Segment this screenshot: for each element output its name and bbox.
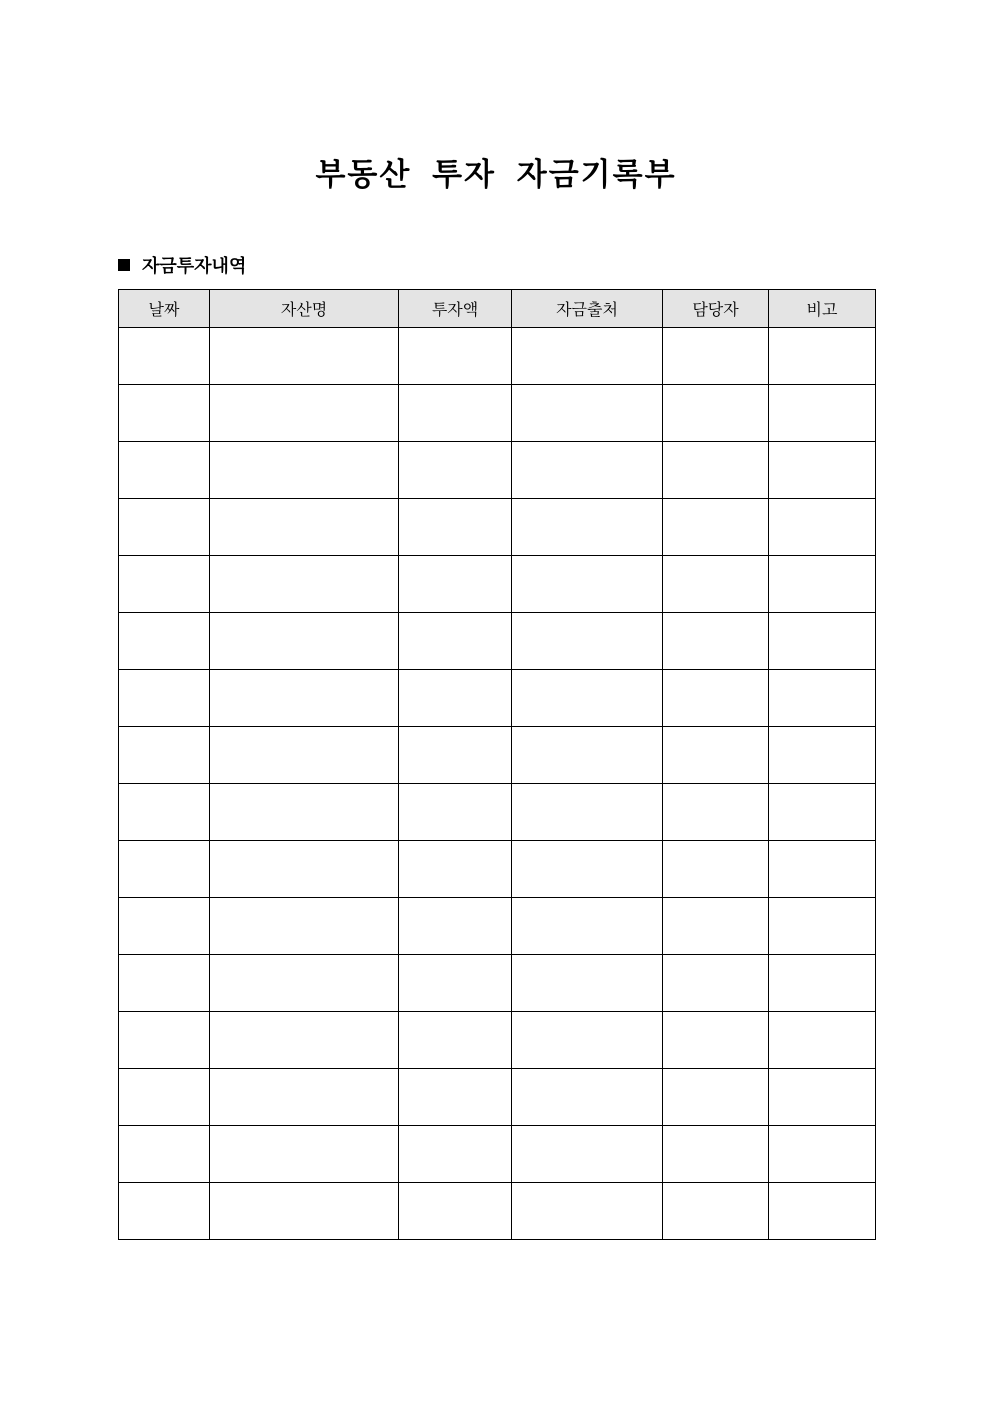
table-row: [119, 1069, 876, 1126]
table-row: [119, 670, 876, 727]
cell-fund-source[interactable]: [512, 1069, 663, 1126]
cell-manager[interactable]: [663, 328, 769, 385]
cell-date[interactable]: [119, 955, 210, 1012]
cell-amount[interactable]: [399, 841, 512, 898]
cell-note[interactable]: [769, 670, 876, 727]
table-row: [119, 1012, 876, 1069]
cell-amount[interactable]: [399, 1126, 512, 1183]
cell-manager[interactable]: [663, 784, 769, 841]
cell-manager[interactable]: [663, 1012, 769, 1069]
table-row: [119, 1126, 876, 1183]
cell-manager[interactable]: [663, 898, 769, 955]
cell-asset-name[interactable]: [210, 841, 399, 898]
cell-amount[interactable]: [399, 1012, 512, 1069]
table-row: [119, 499, 876, 556]
cell-date[interactable]: [119, 1183, 210, 1240]
cell-manager[interactable]: [663, 727, 769, 784]
cell-manager[interactable]: [663, 1183, 769, 1240]
cell-amount[interactable]: [399, 1069, 512, 1126]
cell-date[interactable]: [119, 328, 210, 385]
column-header-note: 비고: [769, 290, 876, 328]
cell-fund-source[interactable]: [512, 499, 663, 556]
cell-asset-name[interactable]: [210, 1126, 399, 1183]
cell-date[interactable]: [119, 727, 210, 784]
cell-note[interactable]: [769, 841, 876, 898]
cell-manager[interactable]: [663, 442, 769, 499]
cell-asset-name[interactable]: [210, 784, 399, 841]
cell-note[interactable]: [769, 1069, 876, 1126]
cell-asset-name[interactable]: [210, 556, 399, 613]
cell-note[interactable]: [769, 499, 876, 556]
cell-date[interactable]: [119, 613, 210, 670]
cell-note[interactable]: [769, 556, 876, 613]
cell-fund-source[interactable]: [512, 784, 663, 841]
cell-manager[interactable]: [663, 499, 769, 556]
cell-asset-name[interactable]: [210, 1183, 399, 1240]
cell-fund-source[interactable]: [512, 841, 663, 898]
cell-amount[interactable]: [399, 727, 512, 784]
table-row: [119, 328, 876, 385]
cell-amount[interactable]: [399, 499, 512, 556]
table-header-row: [119, 290, 876, 328]
cell-fund-source[interactable]: [512, 898, 663, 955]
square-bullet-icon: [118, 259, 130, 271]
cell-note[interactable]: [769, 1012, 876, 1069]
document-title: 부동산 투자 자금기록부: [315, 156, 677, 193]
cell-note[interactable]: [769, 328, 876, 385]
table-row: [119, 556, 876, 613]
cell-fund-source[interactable]: [512, 556, 663, 613]
cell-asset-name[interactable]: [210, 442, 399, 499]
cell-date[interactable]: [119, 898, 210, 955]
cell-note[interactable]: [769, 385, 876, 442]
cell-date[interactable]: [119, 841, 210, 898]
cell-asset-name[interactable]: [210, 898, 399, 955]
cell-note[interactable]: [769, 1183, 876, 1240]
table-row: [119, 841, 876, 898]
table-row: [119, 613, 876, 670]
column-header-date: 날짜: [119, 290, 210, 328]
cell-date[interactable]: [119, 1069, 210, 1126]
column-header-asset-name: 자산명: [210, 290, 399, 328]
cell-manager[interactable]: [663, 1126, 769, 1183]
cell-fund-source[interactable]: [512, 670, 663, 727]
cell-amount[interactable]: [399, 613, 512, 670]
cell-amount[interactable]: [399, 442, 512, 499]
column-header-fund-source: 자금출처: [512, 290, 663, 328]
cell-manager[interactable]: [663, 955, 769, 1012]
cell-note[interactable]: [769, 955, 876, 1012]
cell-note[interactable]: [769, 1126, 876, 1183]
cell-fund-source[interactable]: [512, 442, 663, 499]
cell-asset-name[interactable]: [210, 955, 399, 1012]
cell-asset-name[interactable]: [210, 727, 399, 784]
cell-date[interactable]: [119, 556, 210, 613]
section-heading-label: 자금투자내역: [142, 256, 247, 277]
cell-asset-name[interactable]: [210, 613, 399, 670]
table-row: [119, 727, 876, 784]
cell-fund-source[interactable]: [512, 1012, 663, 1069]
cell-manager[interactable]: [663, 385, 769, 442]
cell-note[interactable]: [769, 898, 876, 955]
cell-manager[interactable]: [663, 556, 769, 613]
table-row: [119, 442, 876, 499]
cell-amount[interactable]: [399, 1183, 512, 1240]
table-row: [119, 1183, 876, 1240]
table-body: [119, 328, 876, 1240]
cell-asset-name[interactable]: [210, 1069, 399, 1126]
cell-asset-name[interactable]: [210, 385, 399, 442]
cell-amount[interactable]: [399, 955, 512, 1012]
cell-asset-name[interactable]: [210, 328, 399, 385]
cell-fund-source[interactable]: [512, 613, 663, 670]
cell-asset-name[interactable]: [210, 499, 399, 556]
cell-manager[interactable]: [663, 841, 769, 898]
cell-date[interactable]: [119, 499, 210, 556]
cell-fund-source[interactable]: [512, 727, 663, 784]
column-header-manager: 담당자: [663, 290, 769, 328]
cell-manager[interactable]: [663, 613, 769, 670]
cell-note[interactable]: [769, 727, 876, 784]
cell-date[interactable]: [119, 1126, 210, 1183]
table-row: [119, 955, 876, 1012]
cell-asset-name[interactable]: [210, 1012, 399, 1069]
cell-date[interactable]: [119, 442, 210, 499]
cell-amount[interactable]: [399, 556, 512, 613]
cell-manager[interactable]: [663, 670, 769, 727]
cell-date[interactable]: [119, 670, 210, 727]
cell-amount[interactable]: [399, 898, 512, 955]
cell-amount[interactable]: [399, 385, 512, 442]
cell-fund-source[interactable]: [512, 328, 663, 385]
cell-fund-source[interactable]: [512, 955, 663, 1012]
cell-note[interactable]: [769, 784, 876, 841]
cell-note[interactable]: [769, 613, 876, 670]
table-row: [119, 784, 876, 841]
table-row: [119, 385, 876, 442]
cell-note[interactable]: [769, 442, 876, 499]
cell-fund-source[interactable]: [512, 1183, 663, 1240]
cell-date[interactable]: [119, 385, 210, 442]
cell-fund-source[interactable]: [512, 385, 663, 442]
column-header-amount: 투자액: [399, 290, 512, 328]
cell-amount[interactable]: [399, 328, 512, 385]
investment-ledger-table: [118, 289, 876, 1240]
cell-fund-source[interactable]: [512, 1126, 663, 1183]
cell-manager[interactable]: [663, 1069, 769, 1126]
cell-amount[interactable]: [399, 784, 512, 841]
table-row: [119, 898, 876, 955]
section-heading: [118, 251, 246, 279]
cell-date[interactable]: [119, 784, 210, 841]
cell-amount[interactable]: [399, 670, 512, 727]
cell-asset-name[interactable]: [210, 670, 399, 727]
cell-date[interactable]: [119, 1012, 210, 1069]
